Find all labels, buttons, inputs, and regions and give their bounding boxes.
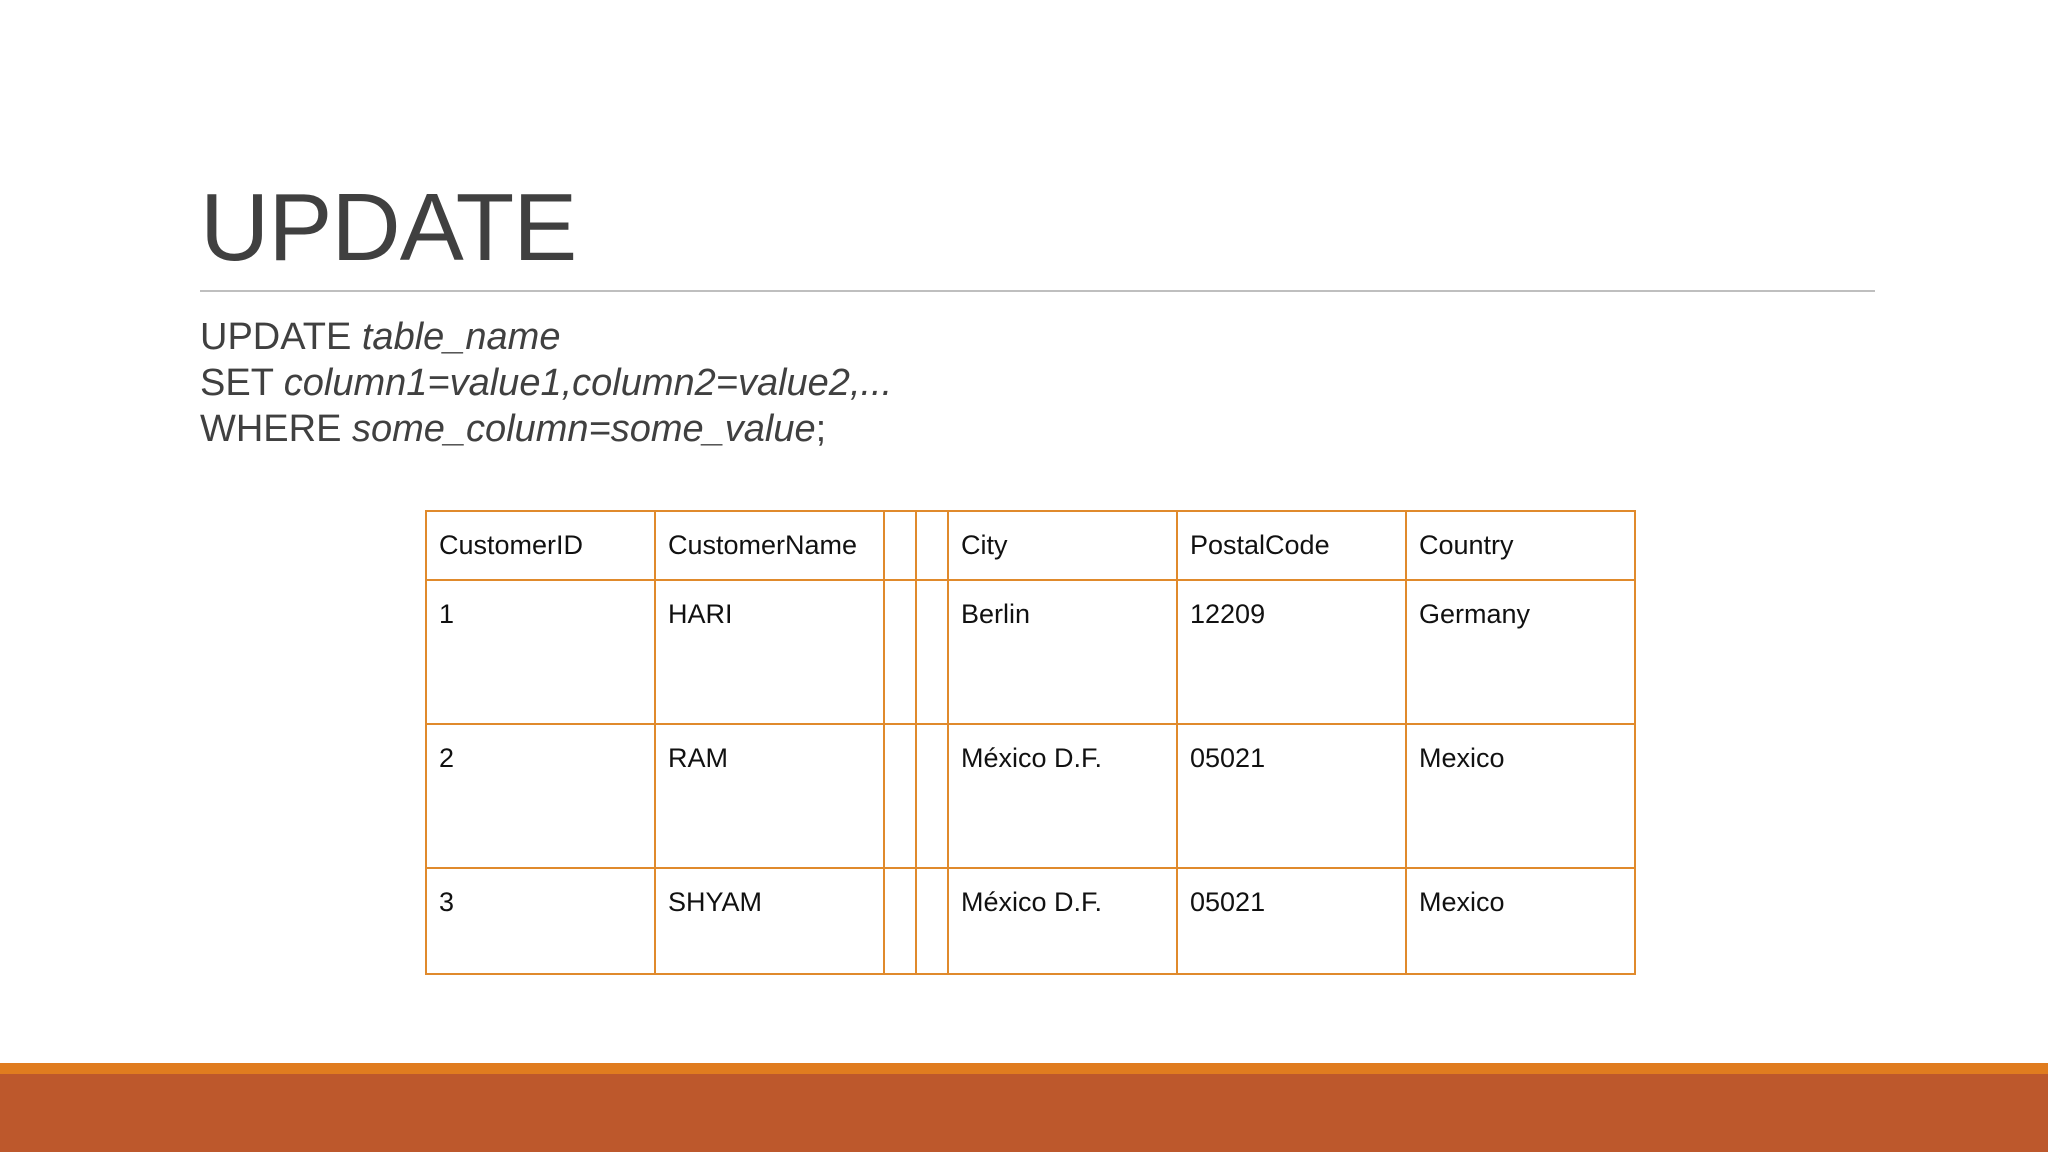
cell-customer-id: 2 (426, 724, 655, 868)
syntax-line-set (200, 360, 892, 406)
table-row (426, 868, 1635, 974)
cell-empty-1 (884, 580, 916, 724)
syntax-arg-table-name: table_name (361, 316, 561, 358)
cell-empty-2 (916, 580, 948, 724)
cell-customer-name: HARI (655, 580, 884, 724)
syntax-line-where (200, 406, 892, 452)
cell-postal-code: 05021 (1177, 868, 1406, 974)
cell-customer-name: RAM (655, 724, 884, 868)
syntax-arg-assignments: column1=value1,column2=value2,... (283, 362, 893, 404)
header-empty-1 (884, 511, 916, 580)
cell-empty-1 (884, 868, 916, 974)
header-customer-id: CustomerID (426, 511, 655, 580)
cell-empty-2 (916, 868, 948, 974)
table-row (426, 580, 1635, 724)
cell-city: Berlin (948, 580, 1177, 724)
cell-customer-id: 3 (426, 868, 655, 974)
cell-country: Mexico (1406, 868, 1635, 974)
header-empty-2 (916, 511, 948, 580)
cell-country: Germany (1406, 580, 1635, 724)
table-header-row (426, 511, 1635, 580)
footer-accent-stripe (0, 1063, 2048, 1074)
footer-band (0, 1074, 2048, 1152)
cell-country: Mexico (1406, 724, 1635, 868)
header-customer-name: CustomerName (655, 511, 884, 580)
table-row (426, 724, 1635, 868)
title-divider (200, 290, 1875, 292)
syntax-keyword-set: SET (200, 362, 284, 404)
cell-postal-code: 05021 (1177, 724, 1406, 868)
cell-postal-code: 12209 (1177, 580, 1406, 724)
header-postal-code: PostalCode (1177, 511, 1406, 580)
header-city: City (948, 511, 1177, 580)
syntax-terminator: ; (815, 408, 827, 450)
syntax-keyword-update: UPDATE (200, 316, 362, 358)
cell-customer-name: SHYAM (655, 868, 884, 974)
syntax-line-update (200, 314, 892, 360)
customers-table (425, 510, 1636, 975)
sql-syntax-block (200, 314, 892, 452)
cell-empty-1 (884, 724, 916, 868)
header-country: Country (1406, 511, 1635, 580)
cell-city: México D.F. (948, 868, 1177, 974)
slide-title: UPDATE (200, 174, 577, 281)
cell-city: México D.F. (948, 724, 1177, 868)
syntax-arg-condition: some_column=some_value (352, 408, 816, 450)
cell-empty-2 (916, 724, 948, 868)
cell-customer-id: 1 (426, 580, 655, 724)
syntax-keyword-where: WHERE (200, 408, 352, 450)
